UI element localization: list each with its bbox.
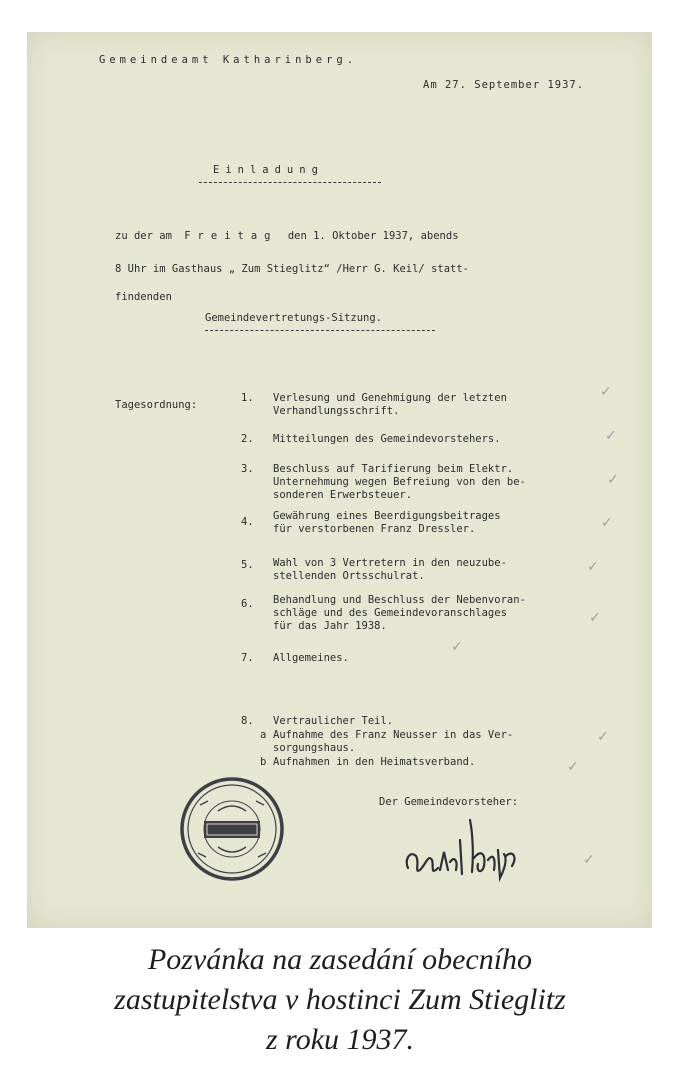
agenda-num: 2. xyxy=(241,433,254,445)
caption-line-3: z roku 1937. xyxy=(265,1023,415,1056)
agenda-num: 1. xyxy=(241,392,254,404)
intro-line-1-start: zu der am xyxy=(115,230,172,242)
intro-line-2: 8 Uhr im Gasthaus „ Zum Stieglitz“ /Herr G. Keil/ statt- xyxy=(115,263,470,275)
agenda-line: für das Jahr 1938. xyxy=(273,620,387,632)
confidential-num: 8. xyxy=(241,715,254,727)
agenda-num: 6. xyxy=(241,598,254,610)
agenda-line: Behandlung und Beschluss der Nebenvoran- xyxy=(273,594,526,606)
meeting-name: Gemeindevertretungs-Sitzung. xyxy=(205,312,383,324)
agenda-line: Mitteilungen des Gemeindevorstehers. xyxy=(273,433,501,445)
pencil-check-icon: ✓ xyxy=(583,852,595,868)
agenda-line: Gewährung eines Beerdigungsbeitrages xyxy=(273,510,501,522)
photo-caption xyxy=(0,940,680,1060)
confidential-a-line: sorgungshaus. xyxy=(273,742,356,754)
confidential-a-label: a xyxy=(260,729,267,741)
agenda-line: Wahl von 3 Vertretern in den neuzube- xyxy=(273,557,507,569)
intro-line-1-end: den 1. Oktober 1937, abends xyxy=(287,230,459,242)
agenda-line: Beschluss auf Tarifierung beim Elektr. xyxy=(273,463,514,475)
signer-label: Der Gemeindevorsteher: xyxy=(379,796,519,808)
caption-line-1: Pozvánka na zasedání obecního xyxy=(147,943,533,976)
office-header: Gemeindeamt Katharinberg. xyxy=(99,54,358,66)
intro-line-1 xyxy=(115,230,459,242)
pencil-check-icon: ✓ xyxy=(451,639,463,655)
pencil-check-icon: ✓ xyxy=(587,559,599,575)
confidential-b-label: b xyxy=(260,756,267,768)
signature-icon xyxy=(400,790,530,895)
meeting-underline xyxy=(205,330,435,331)
agenda-line: Unternehmung wegen Befreiung von den be- xyxy=(273,476,526,488)
agenda-num: 3. xyxy=(241,463,254,475)
title-underline xyxy=(199,182,381,183)
agenda-num: 4. xyxy=(241,516,254,528)
agenda-num: 7. xyxy=(241,652,254,664)
agenda-line: Verlesung und Genehmigung der letzten xyxy=(273,392,507,404)
document-photo xyxy=(27,32,652,928)
pencil-check-icon: ✓ xyxy=(601,515,613,531)
confidential-title: Vertraulicher Teil. xyxy=(273,715,394,727)
pencil-check-icon: ✓ xyxy=(607,472,619,488)
pencil-check-icon: ✓ xyxy=(605,428,617,444)
pencil-check-icon: ✓ xyxy=(567,759,579,775)
agenda-line: Allgemeines. xyxy=(273,652,349,664)
agenda-line: Verhandlungsschrift. xyxy=(273,405,400,417)
pencil-check-icon: ✓ xyxy=(600,384,612,400)
pencil-check-icon: ✓ xyxy=(597,729,609,745)
agenda-label: Tagesordnung: xyxy=(115,399,198,411)
intro-line-3: findenden xyxy=(115,291,172,303)
agenda-num: 5. xyxy=(241,559,254,571)
official-stamp-icon xyxy=(178,775,286,883)
document-date: Am 27. September 1937. xyxy=(423,79,585,91)
intro-weekday: Freitag xyxy=(184,230,278,242)
document-title: Einladung xyxy=(213,164,324,176)
agenda-line: stellenden Ortsschulrat. xyxy=(273,570,425,582)
agenda-line: für verstorbenen Franz Dressler. xyxy=(273,523,476,535)
confidential-a-line: Aufnahme des Franz Neusser in das Ver- xyxy=(273,729,514,741)
confidential-b-line: Aufnahmen in den Heimatsverband. xyxy=(273,756,476,768)
agenda-line: sonderen Erwerbsteuer. xyxy=(273,489,413,501)
pencil-check-icon: ✓ xyxy=(589,610,601,626)
agenda-line: schläge und des Gemeindevoranschlages xyxy=(273,607,507,619)
caption-line-2: zastupitelstva v hostinci Zum Stieglitz xyxy=(114,983,566,1016)
